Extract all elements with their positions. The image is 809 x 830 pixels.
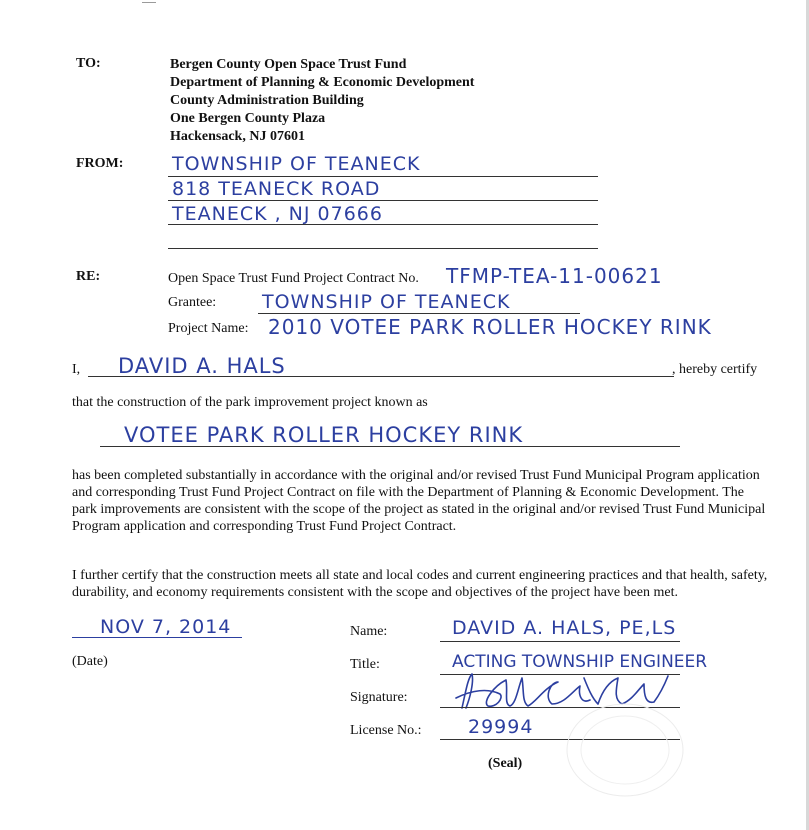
from-rule-1 (168, 176, 598, 177)
grantee-value: TOWNSHIP OF TEANECK (262, 291, 511, 313)
from-rule-2 (168, 200, 598, 201)
certify-prefix: I, (72, 362, 81, 377)
license-label: License No.: (350, 723, 422, 738)
from-label: FROM: (76, 156, 124, 171)
certify-line-2: that the construction of the park improvement project known as (72, 395, 428, 410)
project-name-value: 2010 VOTEE PARK ROLLER HOCKEY RINK (268, 315, 712, 339)
title-label: Title: (350, 657, 380, 672)
contract-number: TFMP-TEA-11-00621 (446, 264, 663, 288)
seal-label: (Seal) (488, 756, 523, 771)
date-value: NOV 7, 2014 (100, 616, 232, 638)
license-value: 29994 (468, 716, 534, 738)
name-label: Name: (350, 624, 388, 639)
to-address-line-2: Department of Planning & Economic Development (170, 75, 475, 90)
to-address-line-1: Bergen County Open Space Trust Fund (170, 57, 407, 72)
from-line-3: TEANECK , NJ 07666 (172, 203, 383, 225)
name-value: DAVID A. HALS, PE,LS (452, 617, 677, 639)
re-label: RE: (76, 269, 101, 284)
to-address-line-5: Hackensack, NJ 07601 (170, 129, 305, 144)
contract-label: Open Space Trust Fund Project Contract No. (168, 271, 419, 286)
grantee-label: Grantee: (168, 295, 217, 310)
from-line-2: 818 TEANECK ROAD (172, 178, 381, 200)
project-name-label: Project Name: (168, 321, 249, 336)
from-rule-4 (168, 248, 598, 249)
date-rule (72, 637, 242, 638)
title-value: ACTING TOWNSHIP ENGINEER (452, 652, 708, 672)
grantee-rule (258, 313, 580, 314)
scan-mark (142, 0, 156, 3)
project-known-as-rule (100, 446, 680, 447)
to-address-line-4: One Bergen County Plaza (170, 111, 326, 126)
project-known-as: VOTEE PARK ROLLER HOCKEY RINK (124, 423, 524, 447)
name-rule (440, 641, 680, 642)
signature-label: Signature: (350, 690, 408, 705)
from-rule-3 (168, 224, 598, 225)
certifier-rule (88, 376, 674, 377)
certify-suffix: , hereby certify (672, 362, 758, 377)
certifier-name: DAVID A. HALS (118, 354, 286, 378)
certification-paragraph-2: I further certify that the construction meets all state and local codes and current engineering practices and that health, safety, durability, and economy requirements consistent with the scope and objectives of the project have been met. (72, 568, 768, 600)
date-label: (Date) (72, 654, 108, 669)
certification-paragraph-1: has been completed substantially in accordance with the original and/or revised Trust Fund Municipal Program application and corresponding Trust Fund Project Contract on file with the Department of Planning & Economic Development. The park improvements are consistent with the scope of the project as stated in the original and/or revised Trust Fund Municipal Program application and corresponding Trust Fund Project Contract. (72, 468, 766, 534)
from-line-1: TOWNSHIP OF TEANECK (172, 153, 421, 175)
to-address-line-3: County Administration Building (170, 93, 364, 108)
to-label: TO: (76, 56, 101, 71)
embossed-seal (560, 690, 690, 800)
